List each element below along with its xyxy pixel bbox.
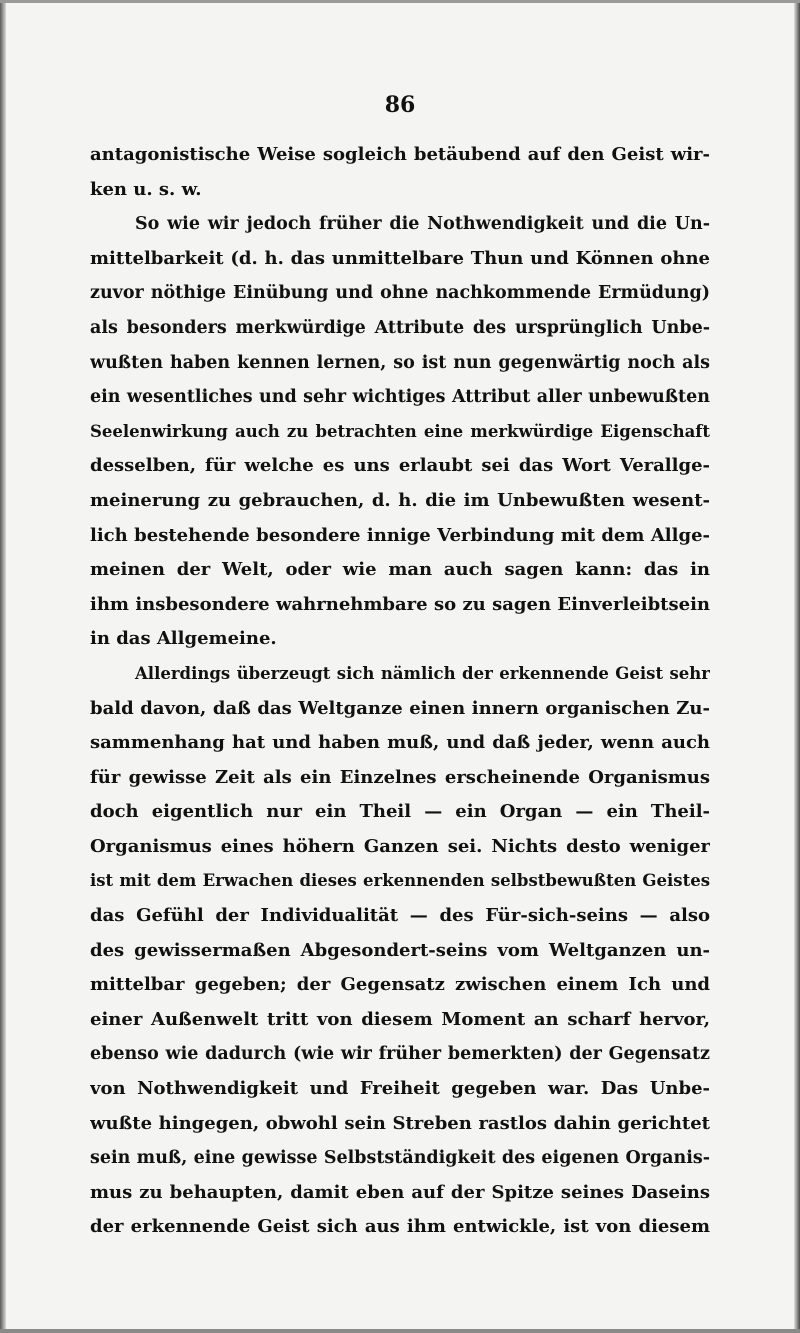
text-line: Seelenwirkung auch zu betrachten eine merkwürdige Eigenschaft	[90, 421, 710, 441]
text-line: wußte hingegen, obwohl sein Streben rastlos dahin gerichtet	[90, 1112, 710, 1134]
text-line: sammenhang hat und haben muß, und daß jeder, wenn auch	[90, 732, 710, 754]
text-line: des gewissermaßen Abgesondert-seins vom Weltganzen un-	[90, 939, 710, 961]
text-line: wußten haben kennen lernen, so ist nun gegenwärtig noch als	[90, 352, 710, 373]
scan-edge-top	[0, 0, 800, 3]
text-line: mus zu behaupten, damit eben auf der Spitze seines Daseins	[90, 1181, 710, 1203]
text-line: zuvor nöthige Einübung und ohne nachkommende Ermüdung)	[90, 283, 710, 304]
text-line: das Gefühl der Individualität — des Für-sich-seins — also	[90, 905, 710, 927]
scan-edge-left	[0, 0, 6, 1333]
text-line: mittelbar gegeben; der Gegensatz zwischen einem Ich und	[90, 974, 710, 996]
scan-edge-right	[794, 0, 800, 1333]
text-line: ihm insbesondere wahrnehmbare so zu sagen Einverleibtsein	[90, 593, 710, 615]
text-line: von Nothwendigkeit und Freiheit gegeben war. Das Unbe-	[90, 1078, 710, 1100]
text-line: Organismus eines höhern Ganzen sei. Nichts desto weniger	[90, 835, 710, 857]
text-line: einer Außenwelt tritt von diesem Moment an scharf hervor,	[90, 1008, 710, 1030]
text-line: Allerdings überzeugt sich nämlich der erkennende Geist sehr	[135, 663, 710, 683]
body-text	[90, 138, 710, 1245]
text-line: So wie wir jedoch früher die Nothwendigkeit und die Un-	[135, 214, 710, 235]
text-line: meinen der Welt, oder wie man auch sagen kann: das in	[90, 559, 710, 581]
text-line: als besonders merkwürdige Attribute des ursprünglich Unbe-	[90, 317, 710, 338]
text-line: desselben, für welche es uns erlaubt sei das Wort Verallge-	[90, 455, 710, 477]
text-line: ebenso wie dadurch (wie wir früher bemerkten) der Gegensatz	[90, 1044, 710, 1065]
text-line: doch eigentlich nur ein Theil — ein Organ — ein Theil-	[90, 801, 710, 823]
text-line: meinerung zu gebrauchen, d. h. die im Unbewußten wesent-	[90, 489, 710, 511]
text-line: antagonistische Weise sogleich betäubend auf den Geist wir-	[90, 144, 710, 165]
text-line: ist mit dem Erwachen dieses erkennenden selbstbewußten Geistes	[90, 871, 710, 891]
page-number: 86	[384, 92, 416, 118]
text-line: lich bestehende besondere innige Verbindung mit dem Allge-	[90, 524, 710, 546]
text-line: sein muß, eine gewisse Selbstständigkeit des eigenen Organis-	[90, 1148, 710, 1169]
text-line: mittelbarkeit (d. h. das unmittelbare Thun und Können ohne	[90, 247, 710, 269]
text-line: ein wesentliches und sehr wichtiges Attribut aller unbewußten	[90, 387, 710, 408]
text-line: bald davon, daß das Weltganze einen innern organischen Zu-	[90, 697, 710, 719]
text-line: der erkennende Geist sich aus ihm entwickle, ist von diesem	[90, 1216, 710, 1238]
text-line: für gewisse Zeit als ein Einzelnes erscheinende Organismus	[90, 766, 710, 788]
text-line: in das Allgemeine.	[90, 628, 277, 650]
scan-edge-bottom	[0, 1329, 800, 1333]
text-line: ken u. s. w.	[90, 178, 202, 200]
